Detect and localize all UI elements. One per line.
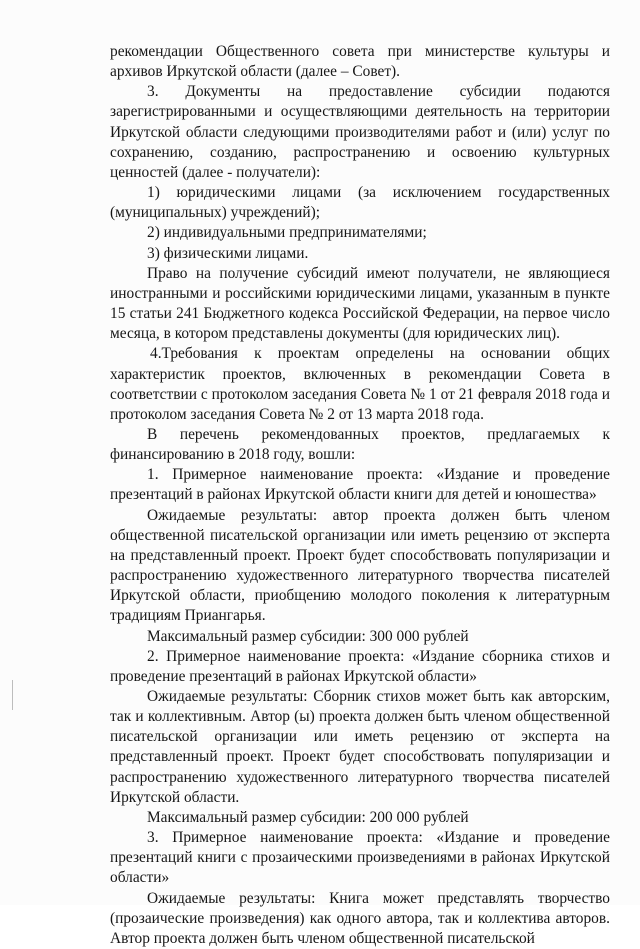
paragraph-continuation: рекомендации Общественного совета при министерстве культуры и архивов Иркутской области (далее – Совет). <box>110 43 610 81</box>
project-1-title: 1. Примерное наименование проекта: «Издание и проведение презентаций в районах Иркутской области книги для детей и юношества» <box>110 466 610 504</box>
project-2-max-subsidy: Максимальный размер субсидии: 200 000 рублей <box>147 808 469 826</box>
list-item-legal-entities: 1) юридическими лицами (за исключением государственных (муниципальных) учреждений); <box>110 184 610 222</box>
scan-artifact <box>12 680 13 710</box>
paragraph-item-3: 3. Документы на предоставление субсидии подаются зарегистрированными и осуществляющими деятельность на территории Иркутской области следующими производителями работ и (или) услуг по сохранению, созданию, распространению и освоению культурных ценностей (далее - получатели): <box>110 83 610 181</box>
list-item-individuals: 3) физическими лицами. <box>147 244 309 262</box>
project-2-results: Ожидаемые результаты: Сборник стихов может быть как авторским, так и коллективным. Автор (ы) проекта должен быть членом общественной писательской организации или иметь рецензию от эксперта на представленный проект. Проект будет способствовать популяризации и распространению художественного литературного творчества писателей Иркутской области. <box>110 688 610 806</box>
project-2-title: 2. Примерное наименование проекта: «Издание сборника стихов и проведение презентаций в районах Иркутской области» <box>110 647 610 685</box>
paragraph-projects-list-intro: В перечень рекомендованных проектов, предлагаемых к финансированию в 2018 году, вошли: <box>110 425 610 464</box>
project-3-title: 3. Примерное наименование проекта: «Издание и проведение презентаций книги с прозаическими произведениями в районах Иркутской области» <box>110 829 610 887</box>
document-body <box>110 42 610 949</box>
list-item-entrepreneurs: 2) индивидуальными предпринимателями; <box>147 224 427 242</box>
paragraph-item-4: 4.Требования к проектам определены на основании общих характеристик проектов, включенных в рекомендации Совета в соответствии с протоколом заседания Совета № 1 от 21 февраля 2018 года и протоколом заседания Совета № 2 от 13 марта 2018 года. <box>110 345 610 423</box>
paragraph-eligibility: Право на получение субсидий имеют получатели, не являющиеся иностранными и российскими юридическими лицами, указанным в пункте 15 статьи 241 Бюджетного кодекса Российской Федерации, на первое число месяца, в котором представлены документы (для юридических лиц). <box>110 264 610 343</box>
project-1-max-subsidy: Максимальный размер субсидии: 300 000 рублей <box>147 627 469 645</box>
project-3-results: Ожидаемые результаты: Книга может представлять творчество (прозаические произведения) как одного автора, так и коллектива авторов. Автор проекта должен быть членом общественной писательской <box>110 889 610 947</box>
project-1-results: Ожидаемые результаты: автор проекта должен быть членом общественной писательской организации или иметь рецензию от эксперта на представленный проект. Проект будет способствовать популяризации и распространению художественного литературного творчества писателей Иркутской области, приобщению молодого поколения к литературным традициям Приангарья. <box>110 506 610 625</box>
